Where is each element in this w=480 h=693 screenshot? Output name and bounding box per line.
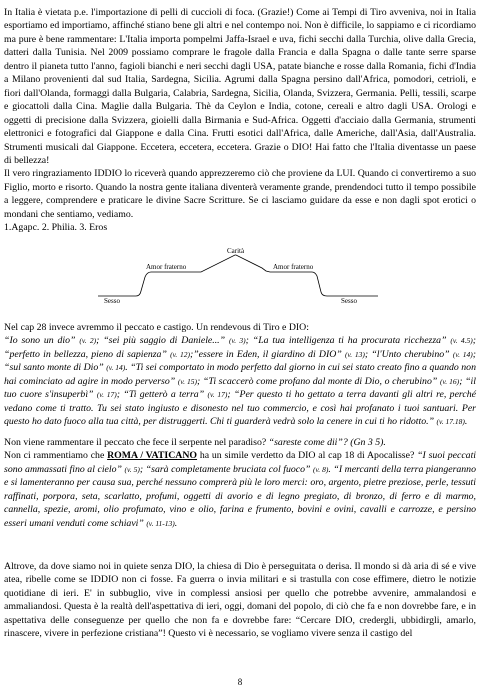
diagram-label-top: Carità: [227, 247, 245, 255]
diagram-label-right-mid: Amor fraterno: [273, 263, 314, 271]
closing-section: [4, 560, 476, 641]
ezekiel-quotes: “Io sono un dio” (v. 2); “sei più saggio di Daniele...” (v. 3); “La tua intelligenza ti ha procurata ricchezza” (v. 4.5); “perfetto in bellezza, pieno di sapienza” (v. 12);”essere in Eden, il giardino di DIO” (v. 13); “l'Unto cherubino” (v. 14); “sul santo monte di Dio” (v. 14). “Ti sei comportato in modo perfetto dal giorno in cui sei stato creato fino a quando non hai cominciato ad agire in modo perverso” (v. 15); “Ti scaccerò come profano dal monte di Dio, o cherubino” (v. 16); “il tuo cuore s'insuperbì” (v. 17); “Ti getterò a terra” (v. 17); “Per questo ti ho gettato a terra davanti gli altri re, perché vedano come ti tratto. Tu sei stato ingiusto e disonesto nel tuo commercio, e così hai profanato i tuoi santuari. Per questo ho dato fuoco alla tua città, per distruggerti. Chi ti guarderà vedrà solo la cenere in cui ti ho ridotto.” (v. 17.18).: [4, 335, 476, 428]
closing-paragraph: Altrove, da dove siamo noi in quiete senza DIO, la chiesa di Dio è perseguitata o derisa. Il mondo si dà aria di sé e vive atea, ribelle come se IDDIO non ci fosse. Fa guerra o invia militari e si trastulla con cose effimere, dietro le notizie quotidiane di ieri. E' in subbuglio, vive in complessi ansiosi per quello che potrebbe avvenire, ammalandosi e ammaliandosi. Questa è la realtà dell'aspettativa di ieri, oggi, domani del popolo, di ciò che fa e non dovrebbe fare, e in aspettativa delle conseguenze per quello che non fa e dovrebbe fare: “Cercare DIO, credergli, ubbidirgli, amarlo, rinascere, vivere in perfezione cristiana”! Questo vi è necessario, se vogliamo vivere senza il castigo del: [4, 561, 476, 640]
intro-section: [4, 6, 476, 235]
thanks-paragraph: Il vero ringraziamento IDDIO lo riceverà quando apprezzeremo ciò che proviene da LUI. Quando ci convertiremo a suo Figlio, morto e risorto. Quando la nostra gente italiana diventerà veramente grande, prendendoci tutto il tempo possibile a leggere, comprendere e praticare le divine Sacre Scritture. Se ci lasciamo guidare da esse e non dagli spot erotici o mondani che sentiamo, vediamo.: [4, 168, 476, 220]
rome-vatican-emphasis: ROMA / VATICANO: [107, 450, 198, 462]
serpent-question: Non viene rammentare il peccato che fece il serpente nel paradiso? “sareste come dii”? (Gn 3 5).: [4, 437, 386, 448]
love-diagram: [0, 247, 480, 312]
diagram-label-left-mid: Amor fraterno: [146, 263, 187, 271]
rome-verdict: Non ci rammentiamo che ROMA / VATICANO ha un simile verdetto da DIO al cap 18 di Apocalisse? “I suoi peccati sono ammassati fino al cielo” (v. 5); “sarà completamente bruciata col fuoco” (v. 8). “I mercanti della terra piangeranno e si lamenteranno per causa sua, perché nessuno comprerà più le loro merci: oro, argento, pietre preziose, perle, tessuti raffinati, porpora, seta, scarlatto, profumi, oggetti di avorio e di legno pregiato, di bronzo, di ferro e di marmo, cannella, spezie, aromi, olio profumato, vino e olio, farina e frumento, bovini e ovini, cavalli e carrozze, e persino esseri umani venduti come schiavi” (v. 11-13).: [4, 450, 477, 529]
imports-paragraph: In Italia è vietata p.e. l'importazione di pelli di cuccioli di foca. (Grazie!) Come ai Tempi di Tiro avveniva, noi in Italia esportiamo ed importiamo, affinché stiano bene gli altri e nel contempo noi. Non è difficile, lo sappiamo e ci ricordiamo ma pure è bene rammentare: L'Italia importa pompelmi Jaffa-Israel e uva, fichi secchi dalla Turchia, olive dalla Grecia, datteri dalla Tunisia. Nel 2009 possiamo comprare le fragole dalla Francia e dalla Spagna o dalle tante serre sparse dentro il pianeta tutto l'anno, fagioli bianchi e neri secchi dagli USA, patate bianche e rosse dalla Romania, fichi d'India a Milano provenienti dal sud Italia, Sardegna, Sicilia. Agrumi dalla Spagna persino dall'Africa, pomodori, cetrioli, e fiori dall'Olanda, formaggi dalla Bulgaria, Calabria, Sardegna, Sicilia, Olanda, Svizzera, Germania. Pelli, tessili, scarpe e giocattoli dalla Cina. Maglie dalla Bulgaria. Thè da Ceylon e India, cotone, cereali e altro dagli USA. Orologi e oggetti di precisione dalla Svizzera, gioielli dalla Birmania e Sud-Africa. Oggetti d'acciaio dalla Germania, strumenti elettronici e fotografici dal Giappone e dalla Cina. Frutti esotici dall'Africa, dalle Americhe, dall'Asia, dall'Australia. Strumenti musicali dal Giappone. Eccetera, eccetera, eccetera. Grazie o DIO! Hai fatto che l'Italia diventasse un paese di bellezza!: [4, 7, 476, 166]
ezekiel-intro: Nel cap 28 invece avremmo il peccato e castigo. Un rendevous di Tiro e DIO:: [4, 322, 309, 333]
apocalypse-section: [4, 436, 476, 530]
page-number: 8: [237, 677, 243, 687]
ezekiel-section: [4, 321, 476, 429]
love-diagram-lines: [0, 250, 480, 312]
diagram-label-right-low: Sesso: [341, 297, 357, 305]
diagram-label-left-low: Sesso: [104, 297, 120, 305]
love-list: 1.Agapc. 2. Philia. 3. Eros: [4, 222, 108, 234]
